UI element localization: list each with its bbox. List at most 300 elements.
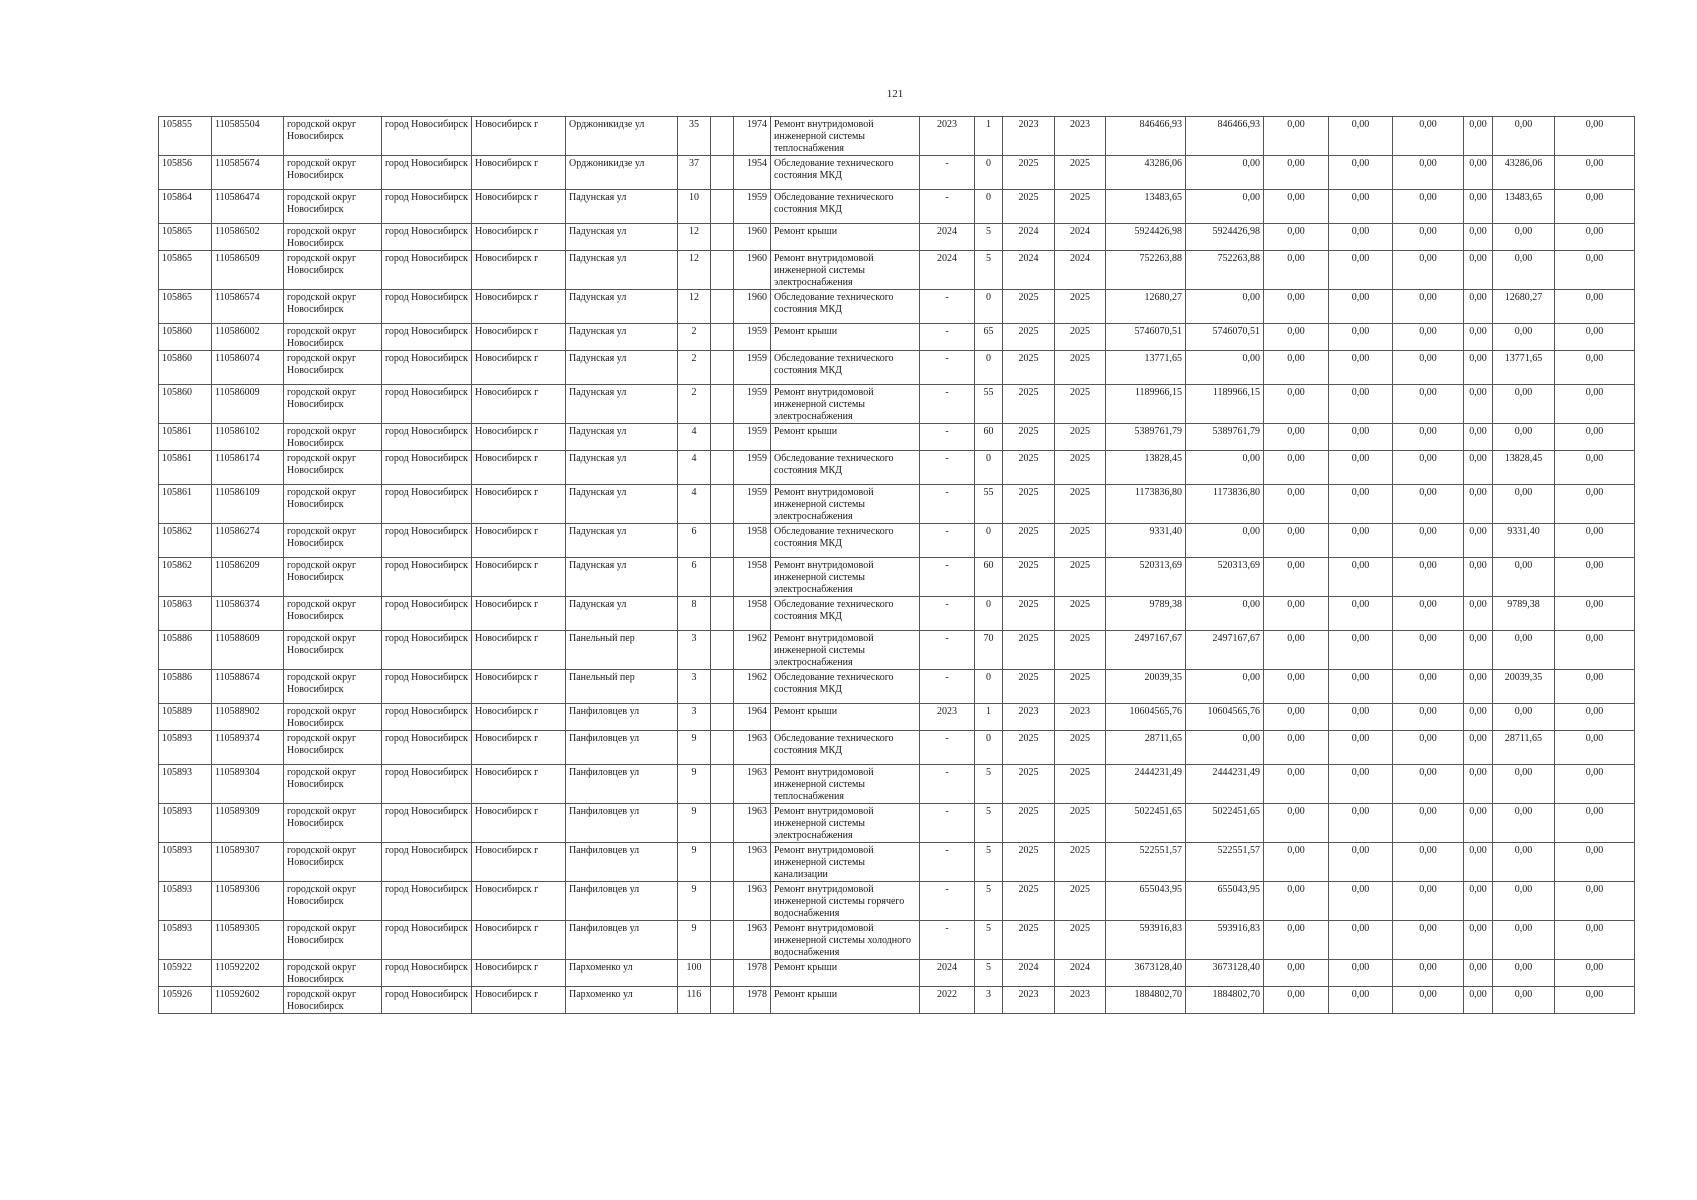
building-cell [711, 190, 734, 224]
house-id-cell: 105865 [159, 290, 212, 324]
house-id-cell: 105860 [159, 385, 212, 424]
planned-year-cell: - [920, 156, 975, 190]
settlement-cell: Новосибирск г [472, 451, 566, 485]
regional-cost-cell: 0,00 [1329, 765, 1393, 804]
end-year-cell: 2025 [1055, 385, 1106, 424]
survey-cost-cell: 13483,65 [1493, 190, 1555, 224]
end-year-cell: 2023 [1055, 117, 1106, 156]
city-cell: город Новосибирск [382, 960, 472, 987]
start-year-cell: 2025 [1003, 524, 1055, 558]
house-id-cell: 105889 [159, 704, 212, 731]
planned-year-cell: - [920, 385, 975, 424]
settlement-cell: Новосибирск г [472, 117, 566, 156]
fund-cost-cell: 2497167,67 [1186, 631, 1264, 670]
house-number-cell: 2 [678, 324, 711, 351]
survey-cost-cell: 0,00 [1493, 804, 1555, 843]
house-number-cell: 4 [678, 451, 711, 485]
total-cost-cell: 9331,40 [1106, 524, 1186, 558]
building-cell [711, 882, 734, 921]
start-year-cell: 2025 [1003, 597, 1055, 631]
other-cost-cell: 0,00 [1464, 631, 1493, 670]
start-year-cell: 2025 [1003, 424, 1055, 451]
local-cost-cell: 0,00 [1393, 765, 1464, 804]
fund-cost-cell: 3673128,40 [1186, 960, 1264, 987]
fund-cost-cell: 0,00 [1186, 731, 1264, 765]
table-row [159, 597, 1635, 631]
wear-cell: 60 [975, 558, 1003, 597]
table-row [159, 156, 1635, 190]
build-year-cell: 1964 [734, 704, 771, 731]
work-type-cell: Ремонт внутридомовой инженерной системы электроснабжения [771, 385, 920, 424]
house-number-cell: 37 [678, 156, 711, 190]
work-id-cell: 110586102 [212, 424, 284, 451]
local-cost-cell: 0,00 [1393, 156, 1464, 190]
survey-cost-cell: 13828,45 [1493, 451, 1555, 485]
start-year-cell: 2025 [1003, 921, 1055, 960]
settlement-cell: Новосибирск г [472, 960, 566, 987]
house-number-cell: 3 [678, 704, 711, 731]
regional-cost-cell: 0,00 [1329, 704, 1393, 731]
building-cell [711, 424, 734, 451]
settlement-cell: Новосибирск г [472, 597, 566, 631]
local-cost-cell: 0,00 [1393, 804, 1464, 843]
house-id-cell: 105893 [159, 804, 212, 843]
total-cost-cell: 13483,65 [1106, 190, 1186, 224]
owners-cost-cell: 0,00 [1555, 597, 1635, 631]
district-cell: городской округ Новосибирск [284, 882, 382, 921]
house-number-cell: 100 [678, 960, 711, 987]
total-cost-cell: 752263,88 [1106, 251, 1186, 290]
house-id-cell: 105922 [159, 960, 212, 987]
owners-cost-cell: 0,00 [1555, 451, 1635, 485]
city-cell: город Новосибирск [382, 882, 472, 921]
settlement-cell: Новосибирск г [472, 156, 566, 190]
work-id-cell: 110586074 [212, 351, 284, 385]
street-cell: Панфиловцев ул [566, 731, 678, 765]
wear-cell: 55 [975, 485, 1003, 524]
wear-cell: 5 [975, 251, 1003, 290]
table-row [159, 190, 1635, 224]
end-year-cell: 2025 [1055, 843, 1106, 882]
federal-cost-cell: 0,00 [1264, 156, 1329, 190]
total-cost-cell: 2497167,67 [1106, 631, 1186, 670]
build-year-cell: 1959 [734, 424, 771, 451]
regional-cost-cell: 0,00 [1329, 156, 1393, 190]
building-cell [711, 987, 734, 1014]
build-year-cell: 1959 [734, 385, 771, 424]
house-id-cell: 105861 [159, 451, 212, 485]
fund-cost-cell: 5389761,79 [1186, 424, 1264, 451]
other-cost-cell: 0,00 [1464, 424, 1493, 451]
district-cell: городской округ Новосибирск [284, 485, 382, 524]
district-cell: городской округ Новосибирск [284, 558, 382, 597]
settlement-cell: Новосибирск г [472, 731, 566, 765]
survey-cost-cell: 0,00 [1493, 251, 1555, 290]
planned-year-cell: 2024 [920, 960, 975, 987]
city-cell: город Новосибирск [382, 117, 472, 156]
other-cost-cell: 0,00 [1464, 190, 1493, 224]
wear-cell: 65 [975, 324, 1003, 351]
planned-year-cell: - [920, 597, 975, 631]
local-cost-cell: 0,00 [1393, 704, 1464, 731]
street-cell: Панфиловцев ул [566, 882, 678, 921]
house-number-cell: 4 [678, 424, 711, 451]
end-year-cell: 2023 [1055, 987, 1106, 1014]
regional-cost-cell: 0,00 [1329, 324, 1393, 351]
fund-cost-cell: 0,00 [1186, 670, 1264, 704]
federal-cost-cell: 0,00 [1264, 524, 1329, 558]
other-cost-cell: 0,00 [1464, 156, 1493, 190]
house-number-cell: 9 [678, 765, 711, 804]
building-cell [711, 597, 734, 631]
regional-cost-cell: 0,00 [1329, 351, 1393, 385]
other-cost-cell: 0,00 [1464, 251, 1493, 290]
federal-cost-cell: 0,00 [1264, 485, 1329, 524]
wear-cell: 0 [975, 524, 1003, 558]
end-year-cell: 2024 [1055, 251, 1106, 290]
building-cell [711, 765, 734, 804]
federal-cost-cell: 0,00 [1264, 117, 1329, 156]
start-year-cell: 2025 [1003, 631, 1055, 670]
end-year-cell: 2025 [1055, 424, 1106, 451]
city-cell: город Новосибирск [382, 558, 472, 597]
fund-cost-cell: 5022451,65 [1186, 804, 1264, 843]
survey-cost-cell: 13771,65 [1493, 351, 1555, 385]
table-row [159, 324, 1635, 351]
local-cost-cell: 0,00 [1393, 190, 1464, 224]
end-year-cell: 2025 [1055, 324, 1106, 351]
owners-cost-cell: 0,00 [1555, 424, 1635, 451]
regional-cost-cell: 0,00 [1329, 290, 1393, 324]
local-cost-cell: 0,00 [1393, 324, 1464, 351]
house-number-cell: 9 [678, 804, 711, 843]
regional-cost-cell: 0,00 [1329, 804, 1393, 843]
city-cell: город Новосибирск [382, 704, 472, 731]
local-cost-cell: 0,00 [1393, 731, 1464, 765]
building-cell [711, 524, 734, 558]
start-year-cell: 2024 [1003, 960, 1055, 987]
fund-cost-cell: 0,00 [1186, 190, 1264, 224]
page-number: 121 [886, 88, 904, 100]
regional-cost-cell: 0,00 [1329, 424, 1393, 451]
house-number-cell: 3 [678, 670, 711, 704]
work-id-cell: 110592602 [212, 987, 284, 1014]
other-cost-cell: 0,00 [1464, 960, 1493, 987]
end-year-cell: 2025 [1055, 156, 1106, 190]
district-cell: городской округ Новосибирск [284, 524, 382, 558]
other-cost-cell: 0,00 [1464, 843, 1493, 882]
city-cell: город Новосибирск [382, 670, 472, 704]
wear-cell: 0 [975, 351, 1003, 385]
work-id-cell: 110588674 [212, 670, 284, 704]
city-cell: город Новосибирск [382, 804, 472, 843]
work-type-cell: Ремонт внутридомовой инженерной системы теплоснабжения [771, 117, 920, 156]
total-cost-cell: 522551,57 [1106, 843, 1186, 882]
other-cost-cell: 0,00 [1464, 324, 1493, 351]
local-cost-cell: 0,00 [1393, 921, 1464, 960]
house-number-cell: 2 [678, 385, 711, 424]
survey-cost-cell: 12680,27 [1493, 290, 1555, 324]
federal-cost-cell: 0,00 [1264, 324, 1329, 351]
end-year-cell: 2025 [1055, 804, 1106, 843]
regional-cost-cell: 0,00 [1329, 451, 1393, 485]
owners-cost-cell: 0,00 [1555, 921, 1635, 960]
house-id-cell: 105862 [159, 558, 212, 597]
regional-cost-cell: 0,00 [1329, 224, 1393, 251]
city-cell: город Новосибирск [382, 224, 472, 251]
federal-cost-cell: 0,00 [1264, 597, 1329, 631]
work-id-cell: 110585504 [212, 117, 284, 156]
wear-cell: 1 [975, 704, 1003, 731]
table-row [159, 117, 1635, 156]
wear-cell: 0 [975, 156, 1003, 190]
start-year-cell: 2025 [1003, 485, 1055, 524]
total-cost-cell: 10604565,76 [1106, 704, 1186, 731]
start-year-cell: 2023 [1003, 704, 1055, 731]
end-year-cell: 2025 [1055, 670, 1106, 704]
table-row [159, 804, 1635, 843]
house-id-cell: 105893 [159, 843, 212, 882]
city-cell: город Новосибирск [382, 485, 472, 524]
planned-year-cell: - [920, 524, 975, 558]
street-cell: Панфиловцев ул [566, 804, 678, 843]
federal-cost-cell: 0,00 [1264, 987, 1329, 1014]
work-type-cell: Ремонт внутридомовой инженерной системы электроснабжения [771, 485, 920, 524]
work-type-cell: Обследование технического состояния МКД [771, 731, 920, 765]
city-cell: город Новосибирск [382, 597, 472, 631]
work-id-cell: 110586374 [212, 597, 284, 631]
district-cell: городской округ Новосибирск [284, 631, 382, 670]
total-cost-cell: 846466,93 [1106, 117, 1186, 156]
house-number-cell: 35 [678, 117, 711, 156]
other-cost-cell: 0,00 [1464, 882, 1493, 921]
fund-cost-cell: 5924426,98 [1186, 224, 1264, 251]
house-id-cell: 105861 [159, 424, 212, 451]
federal-cost-cell: 0,00 [1264, 351, 1329, 385]
wear-cell: 55 [975, 385, 1003, 424]
work-type-cell: Обследование технического состояния МКД [771, 351, 920, 385]
building-cell [711, 960, 734, 987]
start-year-cell: 2024 [1003, 224, 1055, 251]
table-row [159, 960, 1635, 987]
house-id-cell: 105863 [159, 597, 212, 631]
start-year-cell: 2025 [1003, 351, 1055, 385]
build-year-cell: 1960 [734, 251, 771, 290]
house-id-cell: 105886 [159, 670, 212, 704]
settlement-cell: Новосибирск г [472, 190, 566, 224]
street-cell: Падунская ул [566, 485, 678, 524]
building-cell [711, 921, 734, 960]
work-id-cell: 110589374 [212, 731, 284, 765]
regional-cost-cell: 0,00 [1329, 251, 1393, 290]
district-cell: городской округ Новосибирск [284, 597, 382, 631]
city-cell: город Новосибирск [382, 765, 472, 804]
local-cost-cell: 0,00 [1393, 351, 1464, 385]
total-cost-cell: 5924426,98 [1106, 224, 1186, 251]
building-cell [711, 451, 734, 485]
street-cell: Панельный пер [566, 670, 678, 704]
fund-cost-cell: 10604565,76 [1186, 704, 1264, 731]
start-year-cell: 2025 [1003, 882, 1055, 921]
table-row [159, 424, 1635, 451]
regional-cost-cell: 0,00 [1329, 190, 1393, 224]
start-year-cell: 2025 [1003, 670, 1055, 704]
building-cell [711, 290, 734, 324]
work-id-cell: 110589307 [212, 843, 284, 882]
federal-cost-cell: 0,00 [1264, 843, 1329, 882]
table-row [159, 631, 1635, 670]
city-cell: город Новосибирск [382, 290, 472, 324]
federal-cost-cell: 0,00 [1264, 882, 1329, 921]
owners-cost-cell: 0,00 [1555, 224, 1635, 251]
regional-cost-cell: 0,00 [1329, 987, 1393, 1014]
work-id-cell: 110586474 [212, 190, 284, 224]
city-cell: город Новосибирск [382, 921, 472, 960]
fund-cost-cell: 0,00 [1186, 290, 1264, 324]
planned-year-cell: - [920, 485, 975, 524]
build-year-cell: 1959 [734, 190, 771, 224]
build-year-cell: 1963 [734, 882, 771, 921]
work-id-cell: 110586502 [212, 224, 284, 251]
total-cost-cell: 5389761,79 [1106, 424, 1186, 451]
fund-cost-cell: 846466,93 [1186, 117, 1264, 156]
local-cost-cell: 0,00 [1393, 485, 1464, 524]
district-cell: городской округ Новосибирск [284, 424, 382, 451]
work-type-cell: Ремонт крыши [771, 704, 920, 731]
regional-cost-cell: 0,00 [1329, 597, 1393, 631]
build-year-cell: 1959 [734, 351, 771, 385]
wear-cell: 3 [975, 987, 1003, 1014]
work-type-cell: Ремонт внутридомовой инженерной системы теплоснабжения [771, 765, 920, 804]
end-year-cell: 2025 [1055, 524, 1106, 558]
street-cell: Падунская ул [566, 597, 678, 631]
survey-cost-cell: 0,00 [1493, 324, 1555, 351]
city-cell: город Новосибирск [382, 731, 472, 765]
owners-cost-cell: 0,00 [1555, 524, 1635, 558]
district-cell: городской округ Новосибирск [284, 351, 382, 385]
local-cost-cell: 0,00 [1393, 558, 1464, 597]
settlement-cell: Новосибирск г [472, 670, 566, 704]
work-type-cell: Ремонт внутридомовой инженерной системы канализации [771, 843, 920, 882]
total-cost-cell: 520313,69 [1106, 558, 1186, 597]
other-cost-cell: 0,00 [1464, 485, 1493, 524]
house-number-cell: 4 [678, 485, 711, 524]
federal-cost-cell: 0,00 [1264, 424, 1329, 451]
street-cell: Орджоникидзе ул [566, 117, 678, 156]
total-cost-cell: 20039,35 [1106, 670, 1186, 704]
fund-cost-cell: 1173836,80 [1186, 485, 1264, 524]
settlement-cell: Новосибирск г [472, 882, 566, 921]
wear-cell: 5 [975, 843, 1003, 882]
fund-cost-cell: 752263,88 [1186, 251, 1264, 290]
wear-cell: 5 [975, 882, 1003, 921]
fund-cost-cell: 522551,57 [1186, 843, 1264, 882]
start-year-cell: 2025 [1003, 156, 1055, 190]
regional-cost-cell: 0,00 [1329, 631, 1393, 670]
total-cost-cell: 655043,95 [1106, 882, 1186, 921]
build-year-cell: 1978 [734, 960, 771, 987]
build-year-cell: 1963 [734, 765, 771, 804]
start-year-cell: 2024 [1003, 251, 1055, 290]
planned-year-cell: 2023 [920, 704, 975, 731]
work-id-cell: 110592202 [212, 960, 284, 987]
city-cell: город Новосибирск [382, 251, 472, 290]
federal-cost-cell: 0,00 [1264, 290, 1329, 324]
house-id-cell: 105865 [159, 251, 212, 290]
building-cell [711, 156, 734, 190]
owners-cost-cell: 0,00 [1555, 804, 1635, 843]
planned-year-cell: - [920, 190, 975, 224]
work-type-cell: Ремонт внутридомовой инженерной системы электроснабжения [771, 251, 920, 290]
house-id-cell: 105893 [159, 921, 212, 960]
survey-cost-cell: 20039,35 [1493, 670, 1555, 704]
settlement-cell: Новосибирск г [472, 251, 566, 290]
work-type-cell: Ремонт внутридомовой инженерной системы электроснабжения [771, 631, 920, 670]
federal-cost-cell: 0,00 [1264, 224, 1329, 251]
local-cost-cell: 0,00 [1393, 987, 1464, 1014]
fund-cost-cell: 655043,95 [1186, 882, 1264, 921]
wear-cell: 5 [975, 224, 1003, 251]
work-type-cell: Обследование технического состояния МКД [771, 156, 920, 190]
regional-cost-cell: 0,00 [1329, 670, 1393, 704]
regional-cost-cell: 0,00 [1329, 558, 1393, 597]
work-type-cell: Ремонт внутридомовой инженерной системы электроснабжения [771, 558, 920, 597]
federal-cost-cell: 0,00 [1264, 385, 1329, 424]
building-cell [711, 385, 734, 424]
work-type-cell: Обследование технического состояния МКД [771, 290, 920, 324]
owners-cost-cell: 0,00 [1555, 631, 1635, 670]
federal-cost-cell: 0,00 [1264, 558, 1329, 597]
street-cell: Панфиловцев ул [566, 921, 678, 960]
settlement-cell: Новосибирск г [472, 351, 566, 385]
survey-cost-cell: 0,00 [1493, 224, 1555, 251]
district-cell: городской округ Новосибирск [284, 385, 382, 424]
district-cell: городской округ Новосибирск [284, 843, 382, 882]
total-cost-cell: 28711,65 [1106, 731, 1186, 765]
house-number-cell: 6 [678, 524, 711, 558]
end-year-cell: 2024 [1055, 224, 1106, 251]
survey-cost-cell: 0,00 [1493, 882, 1555, 921]
fund-cost-cell: 0,00 [1186, 351, 1264, 385]
local-cost-cell: 0,00 [1393, 424, 1464, 451]
district-cell: городской округ Новосибирск [284, 117, 382, 156]
build-year-cell: 1978 [734, 987, 771, 1014]
settlement-cell: Новосибирск г [472, 704, 566, 731]
city-cell: город Новосибирск [382, 631, 472, 670]
city-cell: город Новосибирск [382, 451, 472, 485]
settlement-cell: Новосибирск г [472, 424, 566, 451]
federal-cost-cell: 0,00 [1264, 804, 1329, 843]
table-row [159, 704, 1635, 731]
wear-cell: 70 [975, 631, 1003, 670]
house-number-cell: 6 [678, 558, 711, 597]
owners-cost-cell: 0,00 [1555, 290, 1635, 324]
local-cost-cell: 0,00 [1393, 451, 1464, 485]
planned-year-cell: - [920, 765, 975, 804]
work-type-cell: Ремонт крыши [771, 960, 920, 987]
other-cost-cell: 0,00 [1464, 597, 1493, 631]
owners-cost-cell: 0,00 [1555, 156, 1635, 190]
end-year-cell: 2025 [1055, 882, 1106, 921]
build-year-cell: 1960 [734, 290, 771, 324]
wear-cell: 0 [975, 597, 1003, 631]
build-year-cell: 1962 [734, 670, 771, 704]
other-cost-cell: 0,00 [1464, 731, 1493, 765]
settlement-cell: Новосибирск г [472, 485, 566, 524]
street-cell: Панельный пер [566, 631, 678, 670]
federal-cost-cell: 0,00 [1264, 190, 1329, 224]
federal-cost-cell: 0,00 [1264, 251, 1329, 290]
